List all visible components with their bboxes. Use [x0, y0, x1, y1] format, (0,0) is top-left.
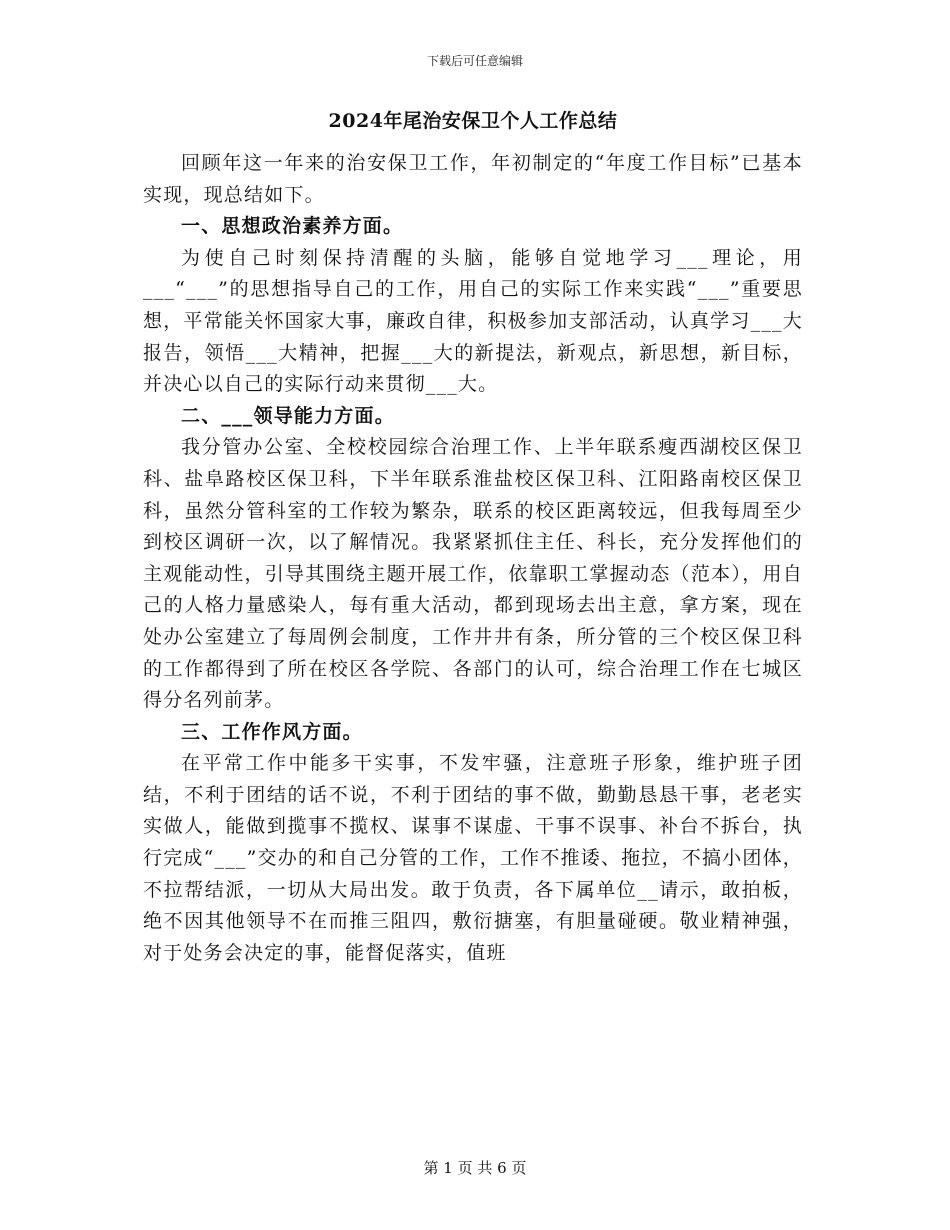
- header-watermark: 下载后可任意编辑: [426, 54, 523, 68]
- section-body-1: 为使自己时刻保持清醒的头脑，能够自觉地学习___理论，用___“___”的思想指导自己的工作，用自己的实际工作来实践“___”重要思想，平常能关怀国家大事，廉政自律，积极参加支部活动，认真学习___大报告，领悟___大精神，把握___大的新提法，新观点，新思想，新目标，并决心以自己的实际行动来贯彻___大。: [143, 246, 803, 396]
- section-heading-2: 二、___领导能力方面。: [181, 404, 395, 427]
- section-body-2: 我分管办公室、全校校园综合治理工作、上半年联系瘦西湖校区保卫科、盐阜路校区保卫科，下半年联系淮盐校区保卫科、江阳路南校区保卫科，虽然分管科室的工作较为繁杂，联系的校区距离较远，但我每周至少到校区调研一次，以了解情况。我紧紧抓住主任、科长，充分发挥他们的主观能动性，引导其围绕主题开展工作，依靠职工掌握动态（范本），用自己的人格力量感染人，每有重大活动，都到现场去出主意，拿方案，现在处办公室建立了每周例会制度，工作井井有条，所分管的三个校区保卫科的工作都得到了所在校区各学院、各部门的认可，综合治理工作在七城区得分名列前茅。: [143, 436, 803, 712]
- section-heading-1: 一、思想政治素养方面。: [181, 215, 404, 238]
- page-number-footer: 第 1 页 共 6 页: [423, 1159, 527, 1177]
- document-body: [143, 106, 803, 969]
- section-heading-3: 三、工作作风方面。: [181, 720, 363, 743]
- intro-paragraph: 回顾年这一年来的治安保卫工作，年初制定的“年度工作目标”已基本实现，现总结如下。: [143, 152, 803, 206]
- document-title: 2024年尾治安保卫个人工作总结: [328, 110, 618, 132]
- section-body-3: 在平常工作中能多干实事，不发牢骚，注意班子形象，维护班子团结，不利于团结的话不说，不利于团结的事不做，勤勤恳恳干事，老老实实做人，能做到揽事不揽权、谋事不谋虚、干事不误事、补台不拆台，执行完成“___”交办的和自己分管的工作，工作不推诿、拖拉，不搞小团体，不拉帮结派，一切从大局出发。敢于负责，各下属单位__请示，敢拍板，绝不因其他领导不在而推三阻四，敷衍搪塞，有胆量碰硬。敬业精神强，对于处务会决定的事，能督促落实，值班: [143, 752, 803, 964]
